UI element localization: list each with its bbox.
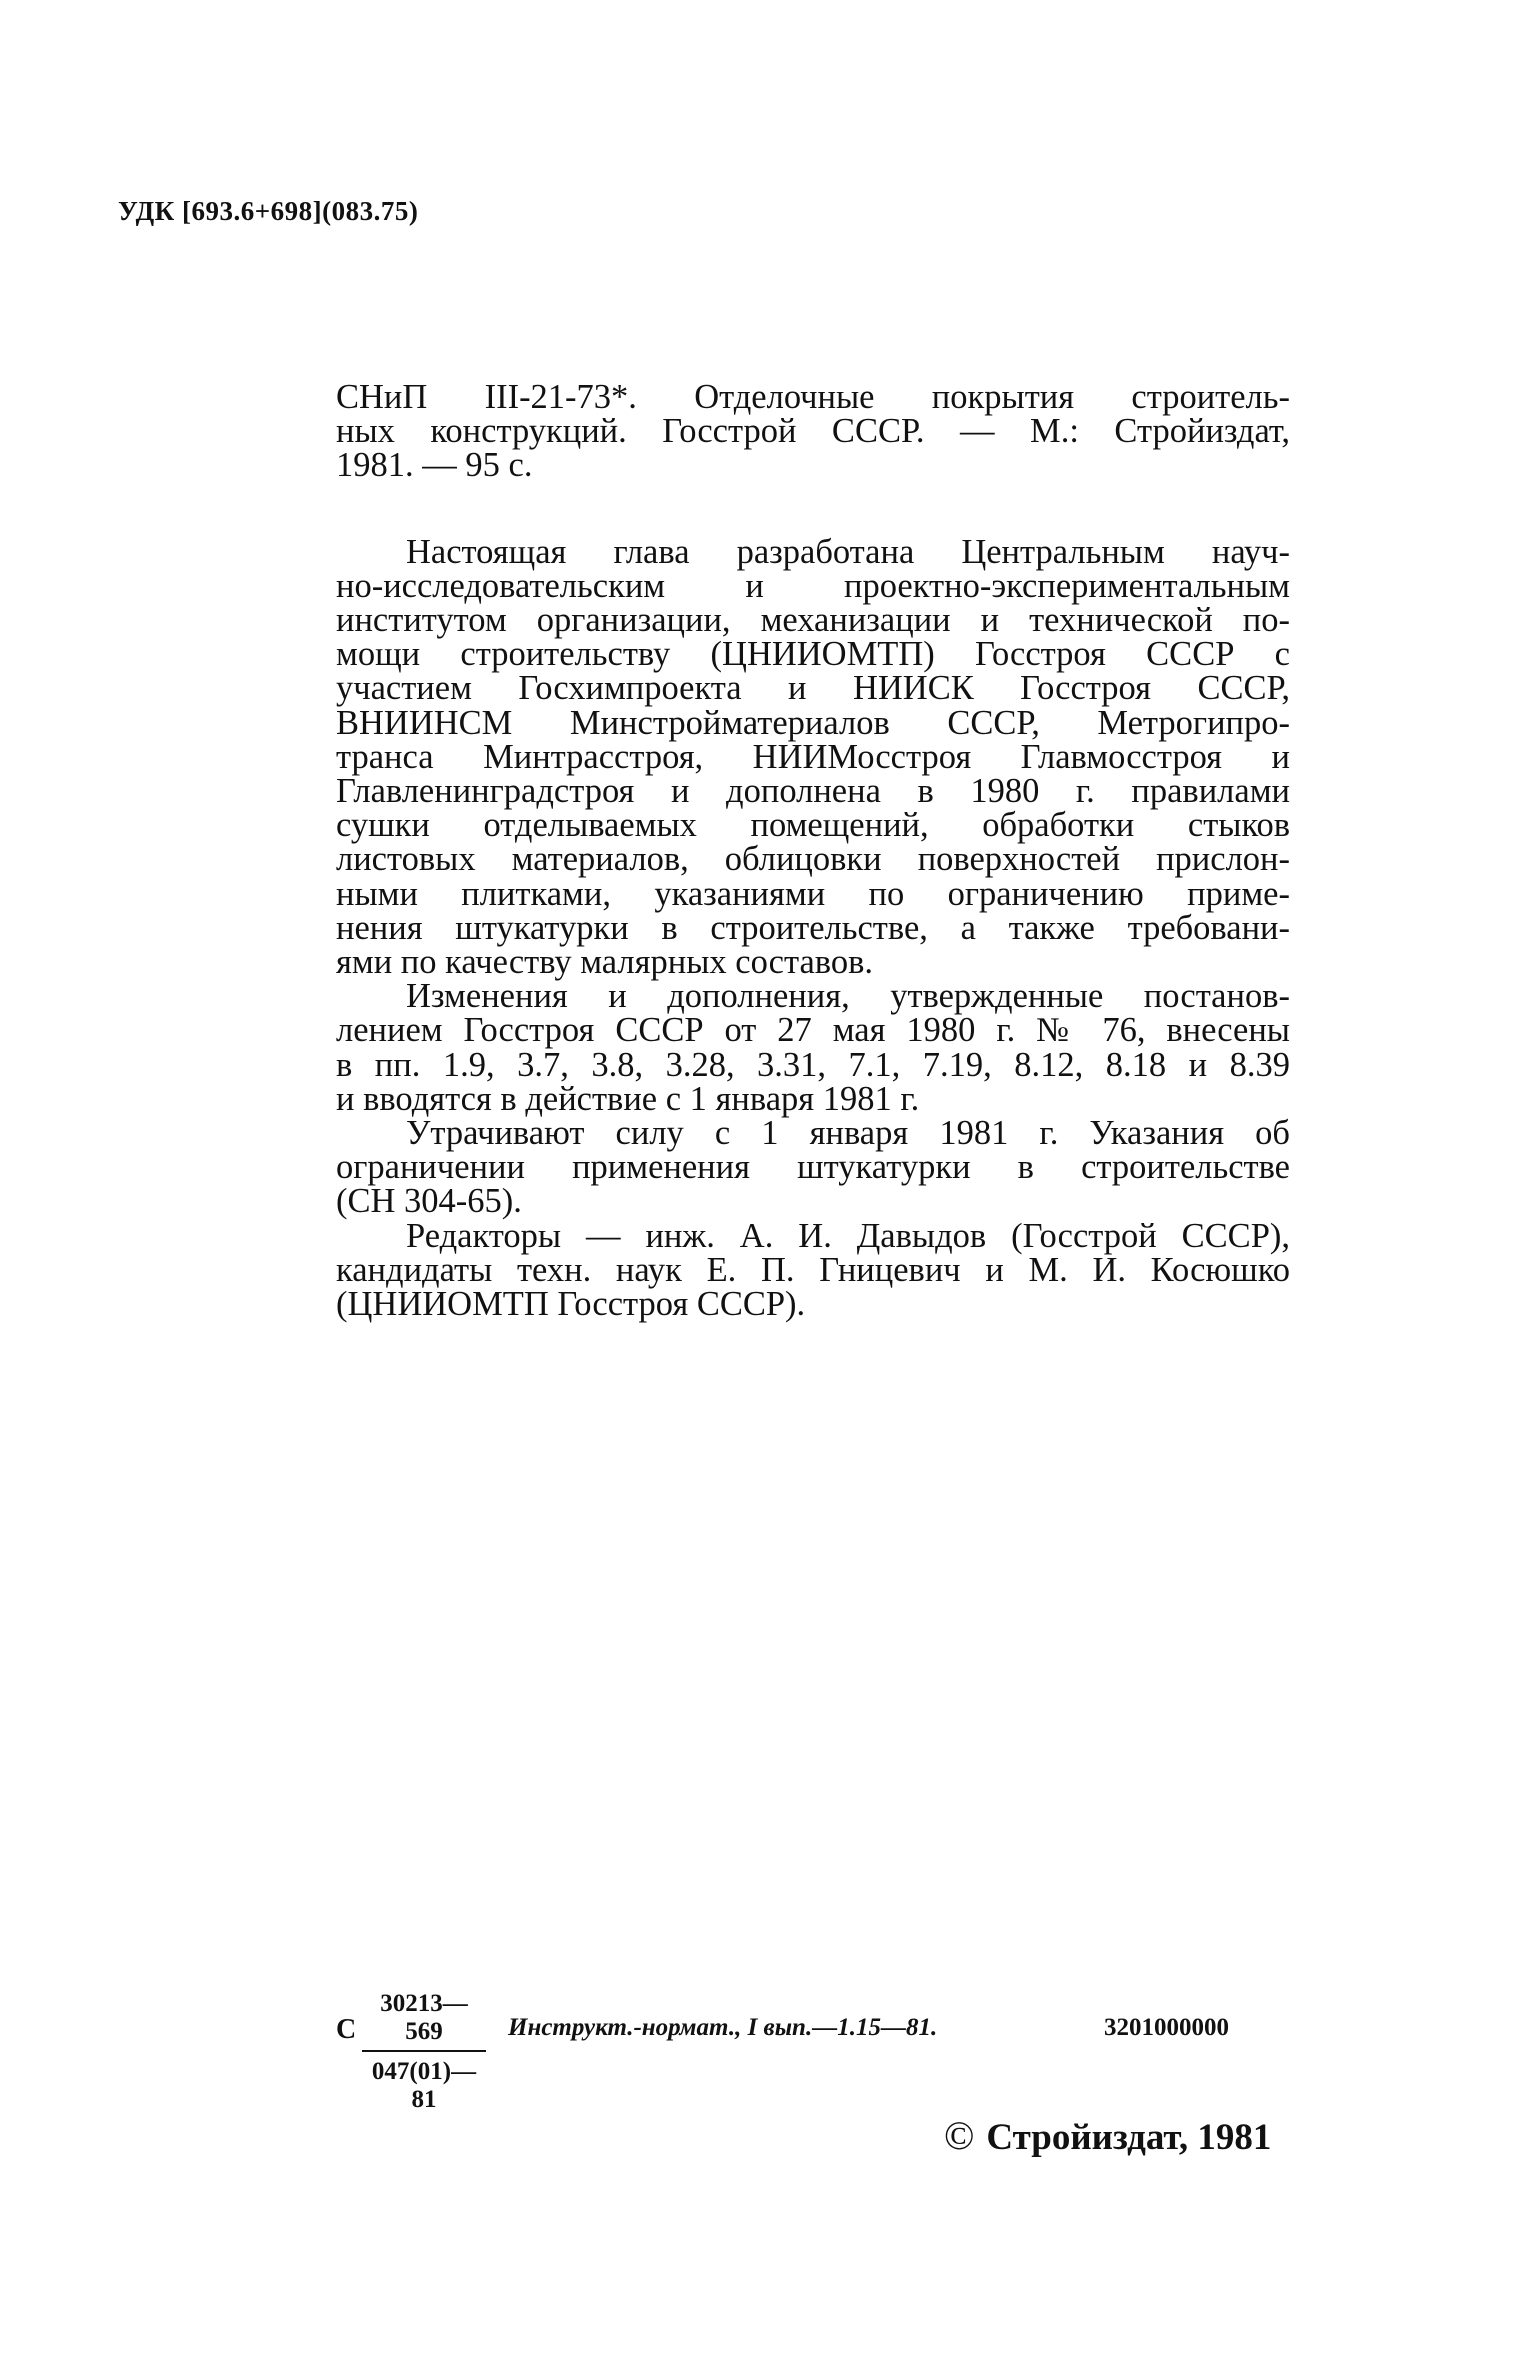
publication-imprint (336, 1990, 1296, 2113)
text-line: Изменения и дополнения, утвержденные постанов- (406, 977, 1290, 1016)
bib-line: 1981. — 95 с. (336, 446, 533, 485)
text-line: в пп. 1.9, 3.7, 3.8, 3.28, 3.31, 7.1, 7.19, 8.12, 8.18 и 8.39 (336, 1045, 1290, 1084)
text-line: ограничении применения штукатурки в строительстве (336, 1148, 1290, 1187)
imprint-code: 3201000000 (1104, 2014, 1229, 2041)
text-line: но-исследовательским и проектно-экспериментальным (336, 566, 1290, 605)
bib-line: СНиП III-21-73*. Отделочные покрытия строитель- (336, 378, 1290, 416)
text-line: институтом организации, механизации и технической по- (336, 601, 1290, 640)
paragraph-superseded (336, 1116, 1290, 1219)
paragraph-development (336, 532, 1290, 982)
paragraph-editors (336, 1216, 1290, 1324)
text-line: ями по качеству малярных составов. (336, 943, 874, 982)
imprint-numerator: 30213—569 (362, 1990, 486, 2052)
text-line: листовых материалов, облицовки поверхностей прислон- (336, 840, 1290, 879)
imprint-denominator: 047(01)—81 (371, 2058, 477, 2113)
imprint-fraction (362, 1990, 486, 2114)
imprint-series: Инструкт.-нормат., I вып.—1.15—81. (508, 2014, 938, 2041)
main-text (336, 378, 1290, 1324)
paragraph-amendments (336, 979, 1290, 1116)
copyright-line (944, 2112, 1271, 2159)
text-line: транса Минтрасстроя, НИИМосстроя Главмосстроя и (336, 737, 1290, 776)
bibliographic-reference (336, 380, 1290, 483)
imprint-prefix: С (336, 2014, 357, 2045)
text-line: Главленинградстроя и дополнена в 1980 г. правилами (336, 772, 1290, 811)
text-line: Утрачивают силу с 1 января 1981 г. Указания об (406, 1114, 1290, 1153)
text-line: участием Госхимпроекта и НИИСК Госстроя СССР, (336, 669, 1290, 708)
text-line: лением Госстроя СССР от 27 мая 1980 г. № 76, внесены (336, 1011, 1290, 1050)
udk-code: УДК [693.6+698](083.75) (118, 196, 419, 226)
bib-line: ных конструкций. Госстрой СССР. — М.: Стройиздат, (336, 412, 1290, 451)
text-line: нения штукатурки в строительстве, а также требовани- (336, 908, 1290, 947)
text-line: кандидаты техн. наук Е. П. Гницевич и М. И. Косюшко (336, 1250, 1290, 1289)
text-line: Настоящая глава разработана Центральным науч- (406, 532, 1290, 571)
text-line: сушки отделываемых помещений, обработки стыков (336, 806, 1290, 845)
text-line: ными плитками, указаниями по ограничению приме- (336, 874, 1290, 913)
text-line: (ЦНИИОМТП Госстроя СССР). (336, 1285, 806, 1324)
text-line: и вводятся в действие с 1 января 1981 г. (336, 1079, 920, 1118)
copyright-text: Стройиздат, 1981 (986, 2117, 1272, 2158)
text-line: Редакторы — инж. А. И. Давыдов (Госстрой СССР), (406, 1216, 1290, 1255)
copyright-icon: © (944, 2113, 975, 2158)
text-line: (СН 304-65). (336, 1182, 522, 1221)
text-line: мощи строительству (ЦНИИОМТП) Госстроя СССР с (336, 635, 1290, 674)
text-line: ВНИИНСМ Минстройматериалов СССР, Метрогипро- (336, 703, 1290, 742)
